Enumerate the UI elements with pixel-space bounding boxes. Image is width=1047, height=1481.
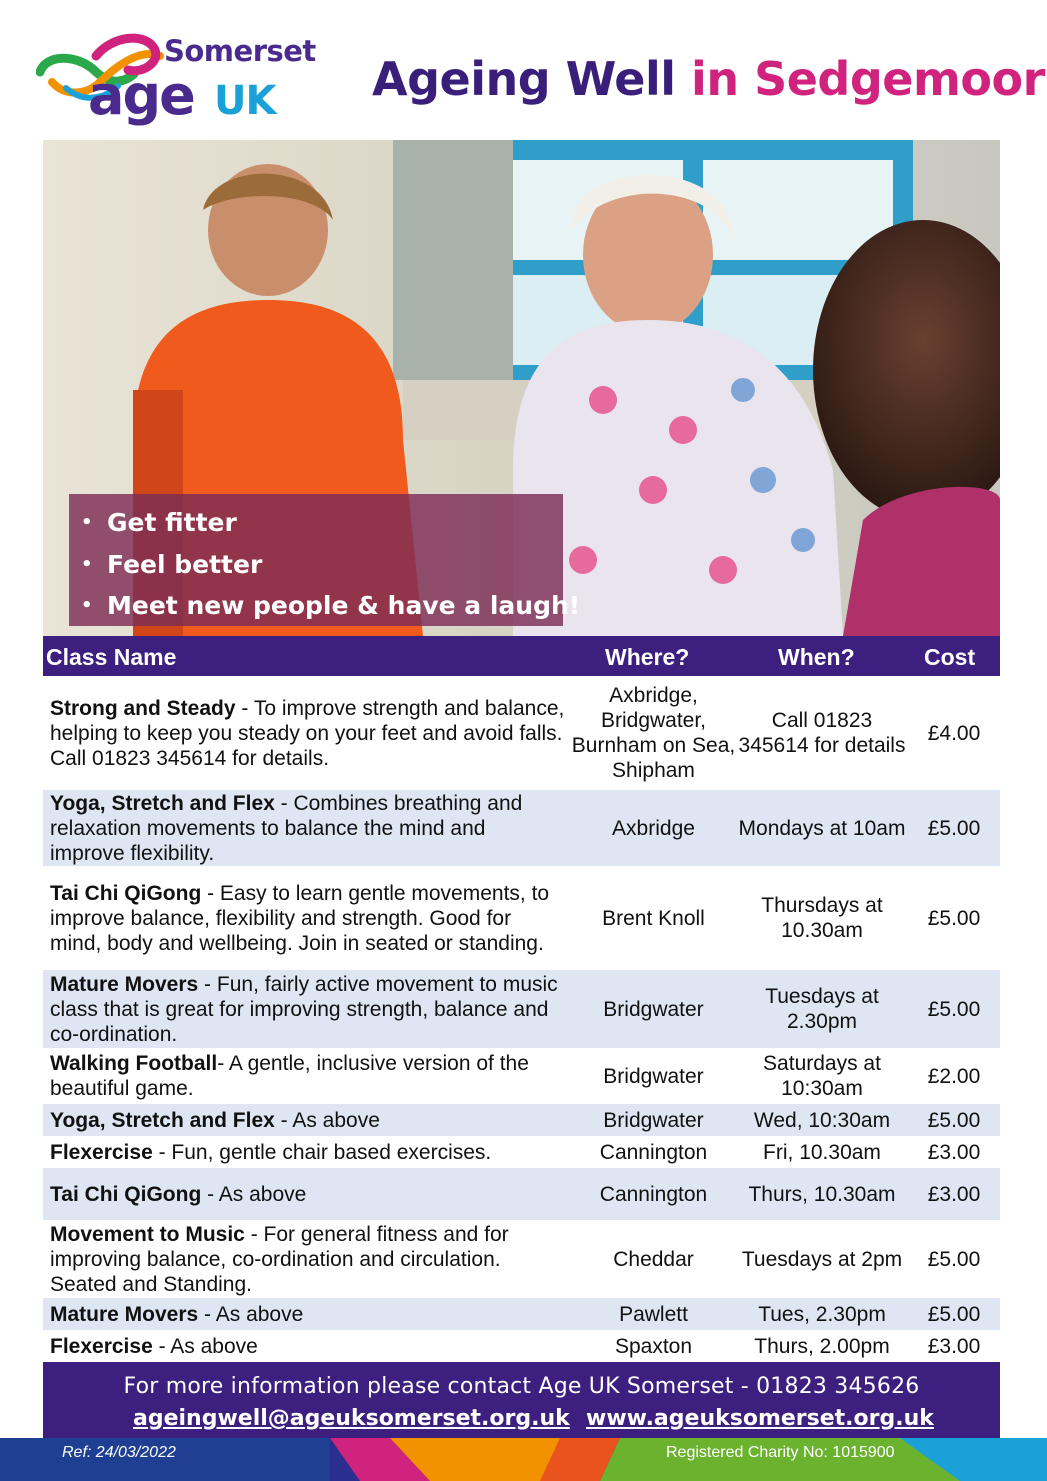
bullet-text: Get fitter [107,508,237,537]
class-desc: - To improve strength and balance, helping to keep you steady on your feet and avoid falls. Call 01823 345614 for details. [50,696,565,770]
where-cell: Cannington [599,1140,708,1164]
benefits-box [69,494,581,626]
class-cell [50,866,565,970]
when-cell: Thurs, 10.30am [748,1182,896,1206]
logo-somerset-text: Somerset [164,34,316,68]
where-cell: Cheddar [613,1247,694,1271]
class-desc: - Fun, fairly active movement to music class that is great for improving strength, balance and co-ordination. [50,972,558,1046]
class-desc: - Fun, gentle chair based exercises. [152,1140,492,1164]
class-cell [50,790,565,866]
cost-cell: £3.00 [927,1334,981,1358]
cost-cell: £5.00 [927,1247,981,1271]
cost-cell: £5.00 [927,906,981,930]
class-title: Flexercise [50,1140,153,1164]
when-cell: Thurs, 2.00pm [754,1334,890,1358]
table-row [43,970,1000,1048]
class-cell [50,1104,565,1136]
cost-cell: £5.00 [927,1302,981,1326]
class-desc: - For general fitness and for improving balance, co-ordination and circulation. Seated and Standing. [50,1222,509,1296]
when-cell: Fri, 10.30am [763,1140,881,1164]
header-where: Where? [605,644,690,670]
title-part1: Ageing Well [372,52,676,106]
class-title: Tai Chi QiGong [50,1182,202,1206]
cost-cell: £4.00 [927,721,981,745]
when-cell: Saturdays at 10:30am [763,1052,881,1100]
when-cell: Call 01823 345614 for details [738,709,906,757]
page-title [372,52,1045,106]
class-cell [50,1298,565,1330]
header-class-name: Class Name [46,644,177,670]
class-desc: - A gentle, inclusive version of the beautiful game. [50,1052,529,1100]
cost-cell: £3.00 [927,1182,981,1206]
header-when: When? [778,644,855,670]
class-desc: - Easy to learn gentle movements, to improve balance, flexibility and strength. Good for mind, body and wellbeing. Join in seated or standing. [50,881,550,955]
cost-cell: £5.00 [927,997,981,1021]
email-link[interactable]: ageingwell@ageuksomerset.org.uk [133,1406,570,1431]
table-header [43,636,1000,676]
where-cell: Spaxton [614,1334,693,1358]
cost-cell: £3.00 [927,1140,981,1164]
bullet-item: • Feel better [81,549,263,579]
cost-cell: £2.00 [927,1064,981,1088]
class-title: Walking Football [50,1052,218,1075]
when-cell: Tuesdays at 2.30pm [765,985,879,1033]
table-row [43,676,1000,790]
class-cell [50,1048,565,1104]
table-row [43,866,1000,970]
where-cell: Bridgwater [603,1064,704,1088]
age-uk-logo [36,26,316,136]
cost-cell: £5.00 [927,816,981,840]
where-cell: Bridgwater [603,1108,704,1132]
logo-uk-text: UK [214,78,276,124]
class-title: Strong and Steady [50,696,236,720]
website-link[interactable]: www.ageuksomerset.org.uk [586,1406,934,1431]
class-desc: - As above [201,1182,307,1206]
class-title: Mature Movers [50,972,199,996]
reference-text: Ref: 24/03/2022 [62,1444,176,1461]
class-cell [50,1168,565,1220]
class-desc: - As above [198,1302,304,1326]
when-cell: Mondays at 10am [738,816,906,840]
contact-footer [43,1362,1000,1438]
class-desc: - As above [152,1334,258,1358]
where-cell: Bridgwater [603,997,704,1021]
when-cell: Tuesdays at 2pm [741,1247,903,1271]
where-cell: Cannington [599,1182,708,1206]
bullet-text: Feel better [107,549,263,579]
charity-number: Registered Charity No: 1015900 [666,1444,895,1461]
table-row [43,1136,1000,1168]
class-title: Tai Chi QiGong [50,881,202,905]
hero-photo [43,140,1000,636]
where-cell: Axbridge [612,816,695,840]
class-cell [50,1220,565,1298]
class-desc: - Combines breathing and relaxation movements to balance the mind and improve flexibility. [50,791,523,865]
when-cell: Tues, 2.30pm [758,1302,886,1326]
where-cell: Pawlett [619,1302,688,1326]
when-cell: Wed, 10:30am [753,1108,891,1132]
when-cell: Thursdays at 10.30am [761,894,883,942]
logo-age-text: age [88,64,194,127]
table-row [43,790,1000,866]
class-cell [50,676,565,790]
table-row [43,1330,1000,1362]
table-row [43,1298,1000,1330]
class-cell [50,970,565,1048]
table-row [43,1220,1000,1298]
class-title: Movement to Music [50,1222,245,1246]
classes-table [43,636,1000,1362]
cost-cell: £5.00 [927,1108,981,1132]
class-title: Mature Movers [50,1302,199,1326]
class-desc: - As above [274,1108,380,1132]
bullet-item: • Get fitter [81,508,237,537]
contact-text: For more information please contact Age UK Somerset - 01823 345626 [123,1374,920,1399]
class-cell [50,1136,565,1168]
table-row [43,1168,1000,1220]
table-row [43,1048,1000,1104]
class-title: Yoga, Stretch and Flex [50,791,275,815]
where-cell: Axbridge, Bridgwater, Burnham on Sea, Shipham [571,684,736,782]
bullet-item: • Meet new people & have a laugh! [81,591,581,620]
table-row [43,1104,1000,1136]
class-cell [50,1330,565,1362]
class-title: Yoga, Stretch and Flex [50,1108,275,1132]
header-cost: Cost [924,644,976,670]
title-part2: in Sedgemoor [691,52,1045,106]
class-title: Flexercise [50,1334,153,1358]
bullet-text: Meet new people & have a laugh! [107,591,581,620]
where-cell: Brent Knoll [602,906,705,930]
